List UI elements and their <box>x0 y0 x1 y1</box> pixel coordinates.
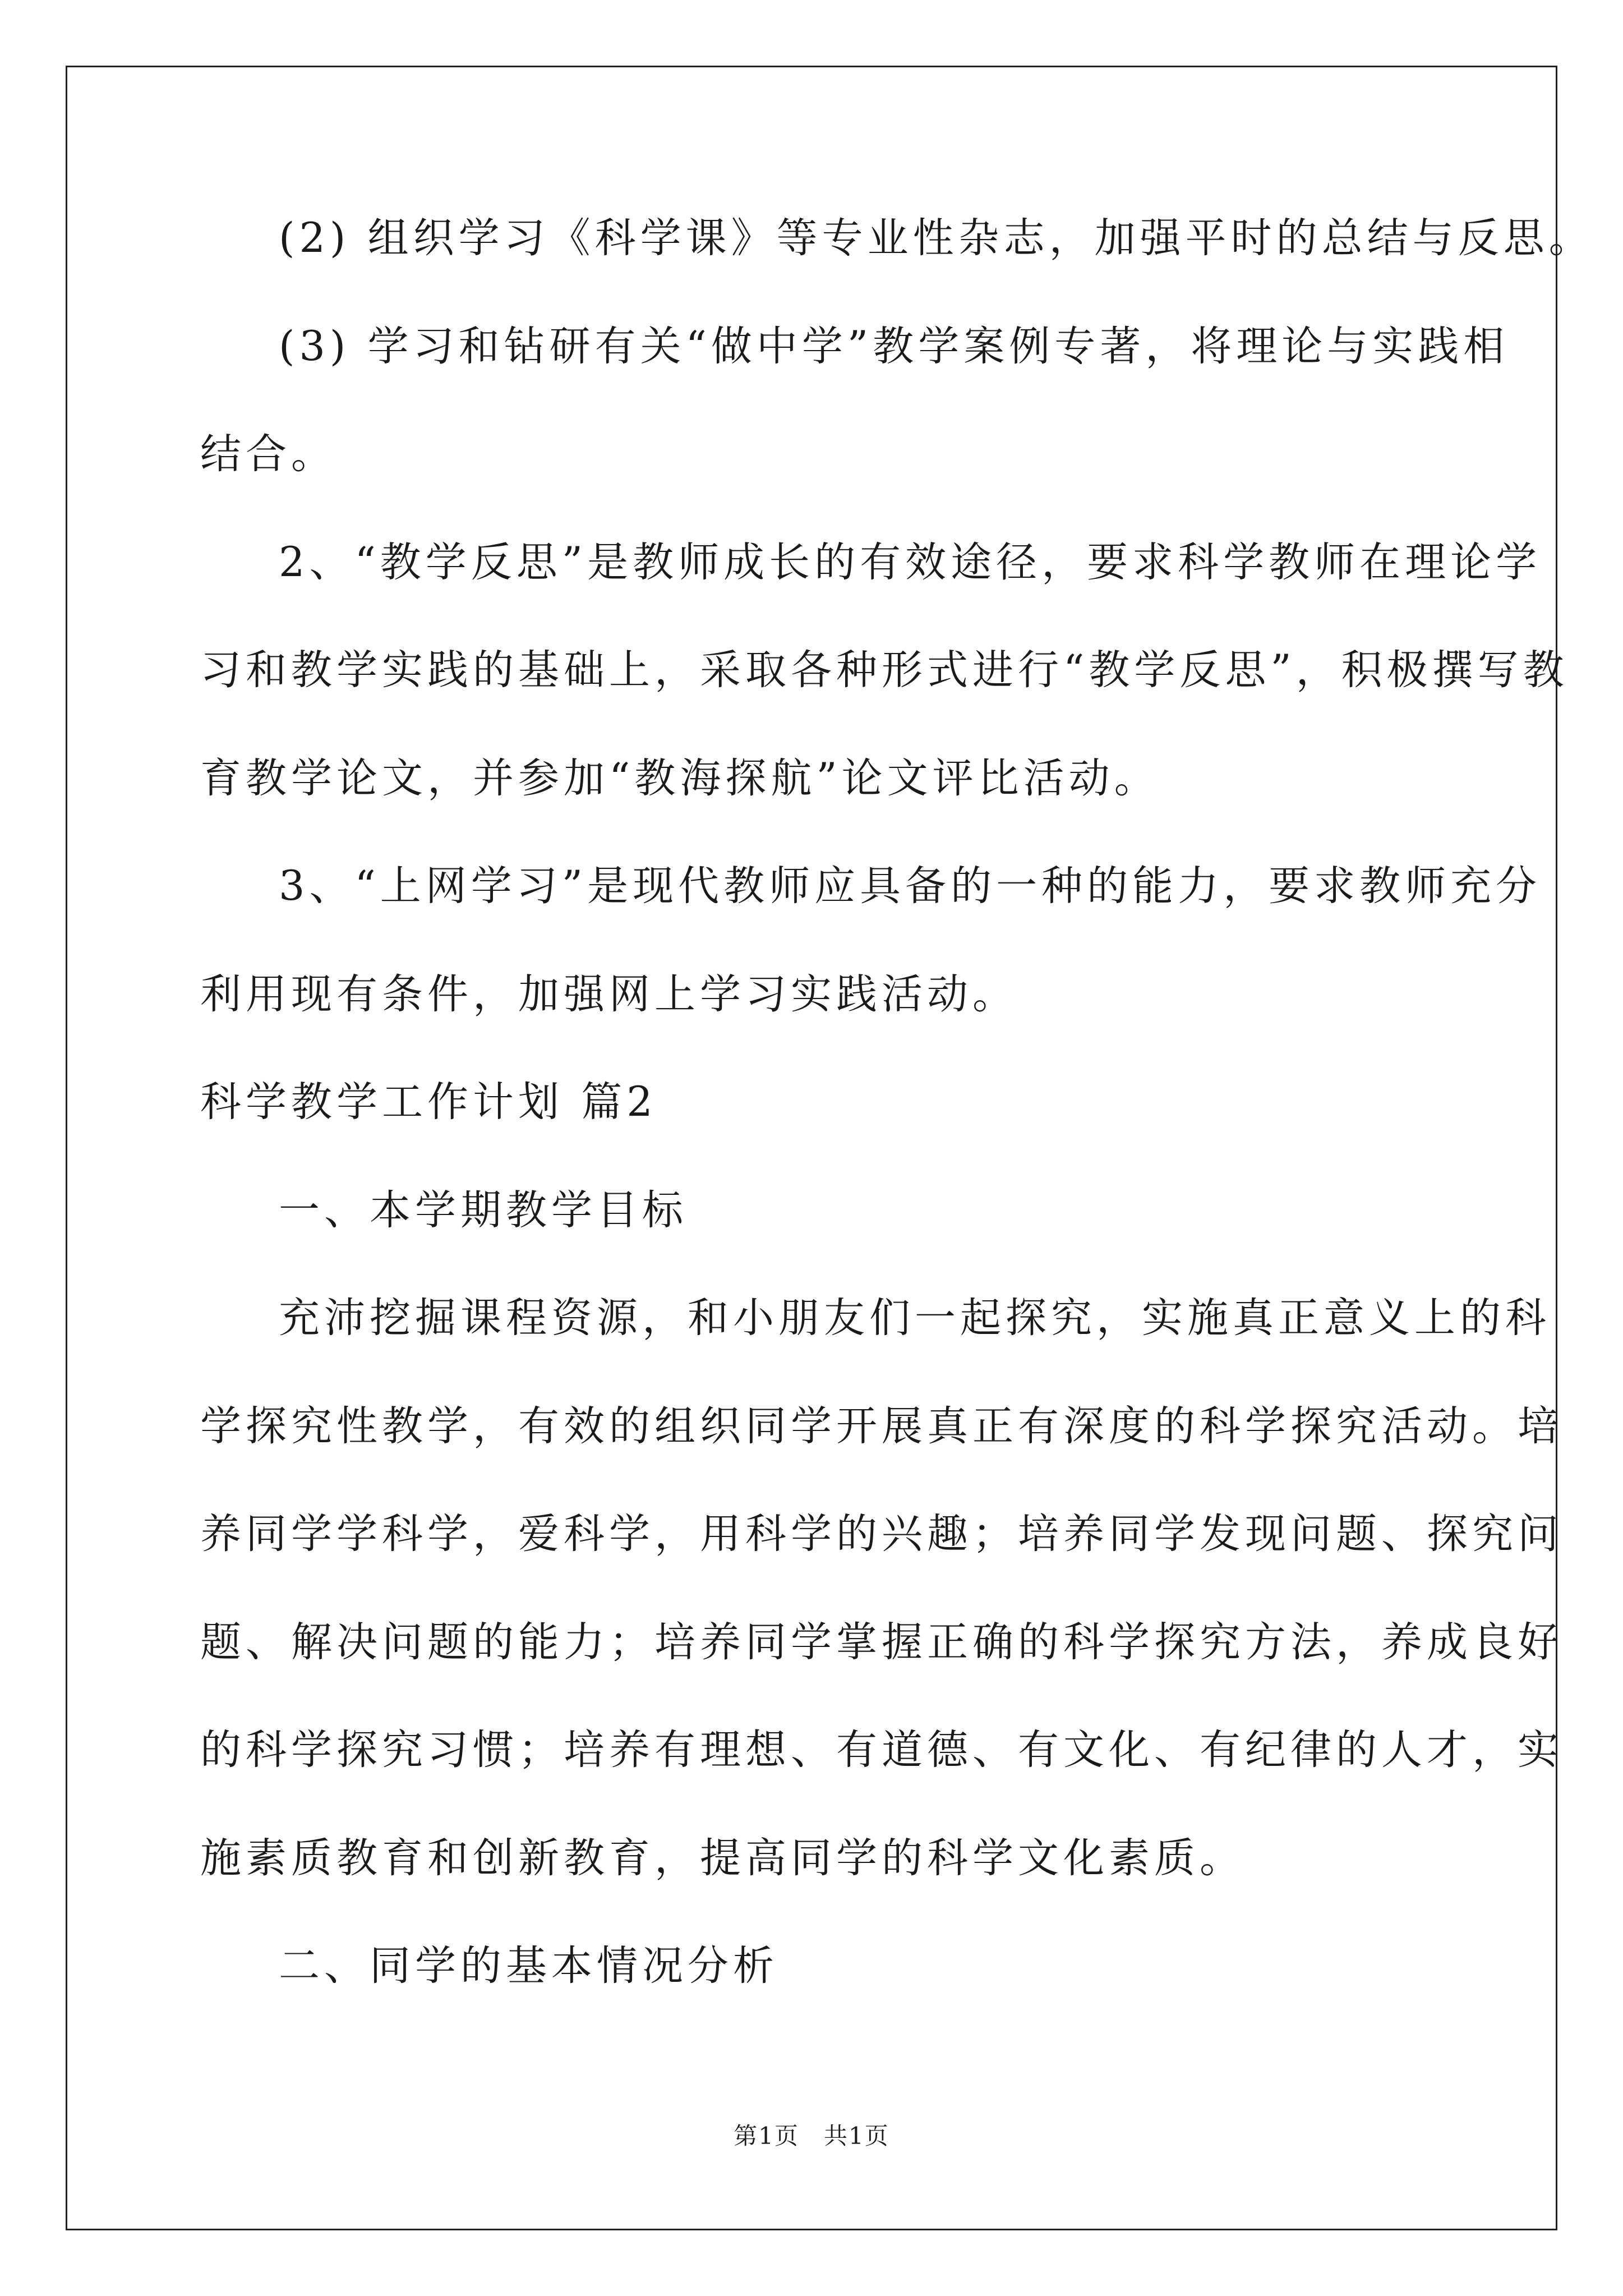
paragraph-line: 2、“教学反思”是教师成长的有效途径，要求科学教师在理论学 <box>279 539 1542 586</box>
paragraph-line: 养同学学科学，爱科学，用科学的兴趣；培养同学发现问题、探究问 <box>200 1510 1563 1558</box>
paragraph-line: 学探究性教学，有效的组织同学开展真正有深度的科学探究活动。培 <box>200 1402 1563 1450</box>
paragraph-line: (3) 学习和钻研有关“做中学”教学案例专著，将理论与实践相 <box>279 323 1509 370</box>
paragraph-line: 施素质教育和创新教育，提高同学的科学文化素质。 <box>200 1834 1245 1882</box>
paragraph-line: 的科学探究习惯；培养有理想、有道德、有文化、有纪律的人才，实 <box>200 1726 1563 1774</box>
paragraph-line: 结合。 <box>200 430 336 478</box>
page-number-footer: 第1页 共1页 <box>734 2122 889 2150</box>
paragraph-line: 育教学论文，并参加“教海探航”论文评比活动。 <box>200 754 1160 802</box>
subsection-heading: 一、本学期教学目标 <box>279 1186 688 1234</box>
subsection-heading: 二、同学的基本情况分析 <box>279 1942 778 1990</box>
paragraph-line: 充沛挖掘课程资源，和小朋友们一起探究，实施真正意义上的科 <box>279 1294 1551 1342</box>
page-border <box>66 66 1557 2230</box>
paragraph-line: 习和教学实践的基础上，采取各种形式进行“教学反思”，积极撰写教 <box>200 646 1569 694</box>
section-heading: 科学教学工作计划 篇2 <box>200 1078 657 1126</box>
paragraph-line: (2) 组织学习《科学课》等专业性杂志，加强平时的总结与反思。 <box>279 214 1594 262</box>
paragraph-line: 3、“上网学习”是现代教师应具备的一种的能力，要求教师充分 <box>279 862 1542 910</box>
paragraph-line: 题、解决问题的能力；培养同学掌握正确的科学探究方法，养成良好 <box>200 1618 1563 1666</box>
paragraph-line: 利用现有条件，加强网上学习实践活动。 <box>200 970 1018 1018</box>
